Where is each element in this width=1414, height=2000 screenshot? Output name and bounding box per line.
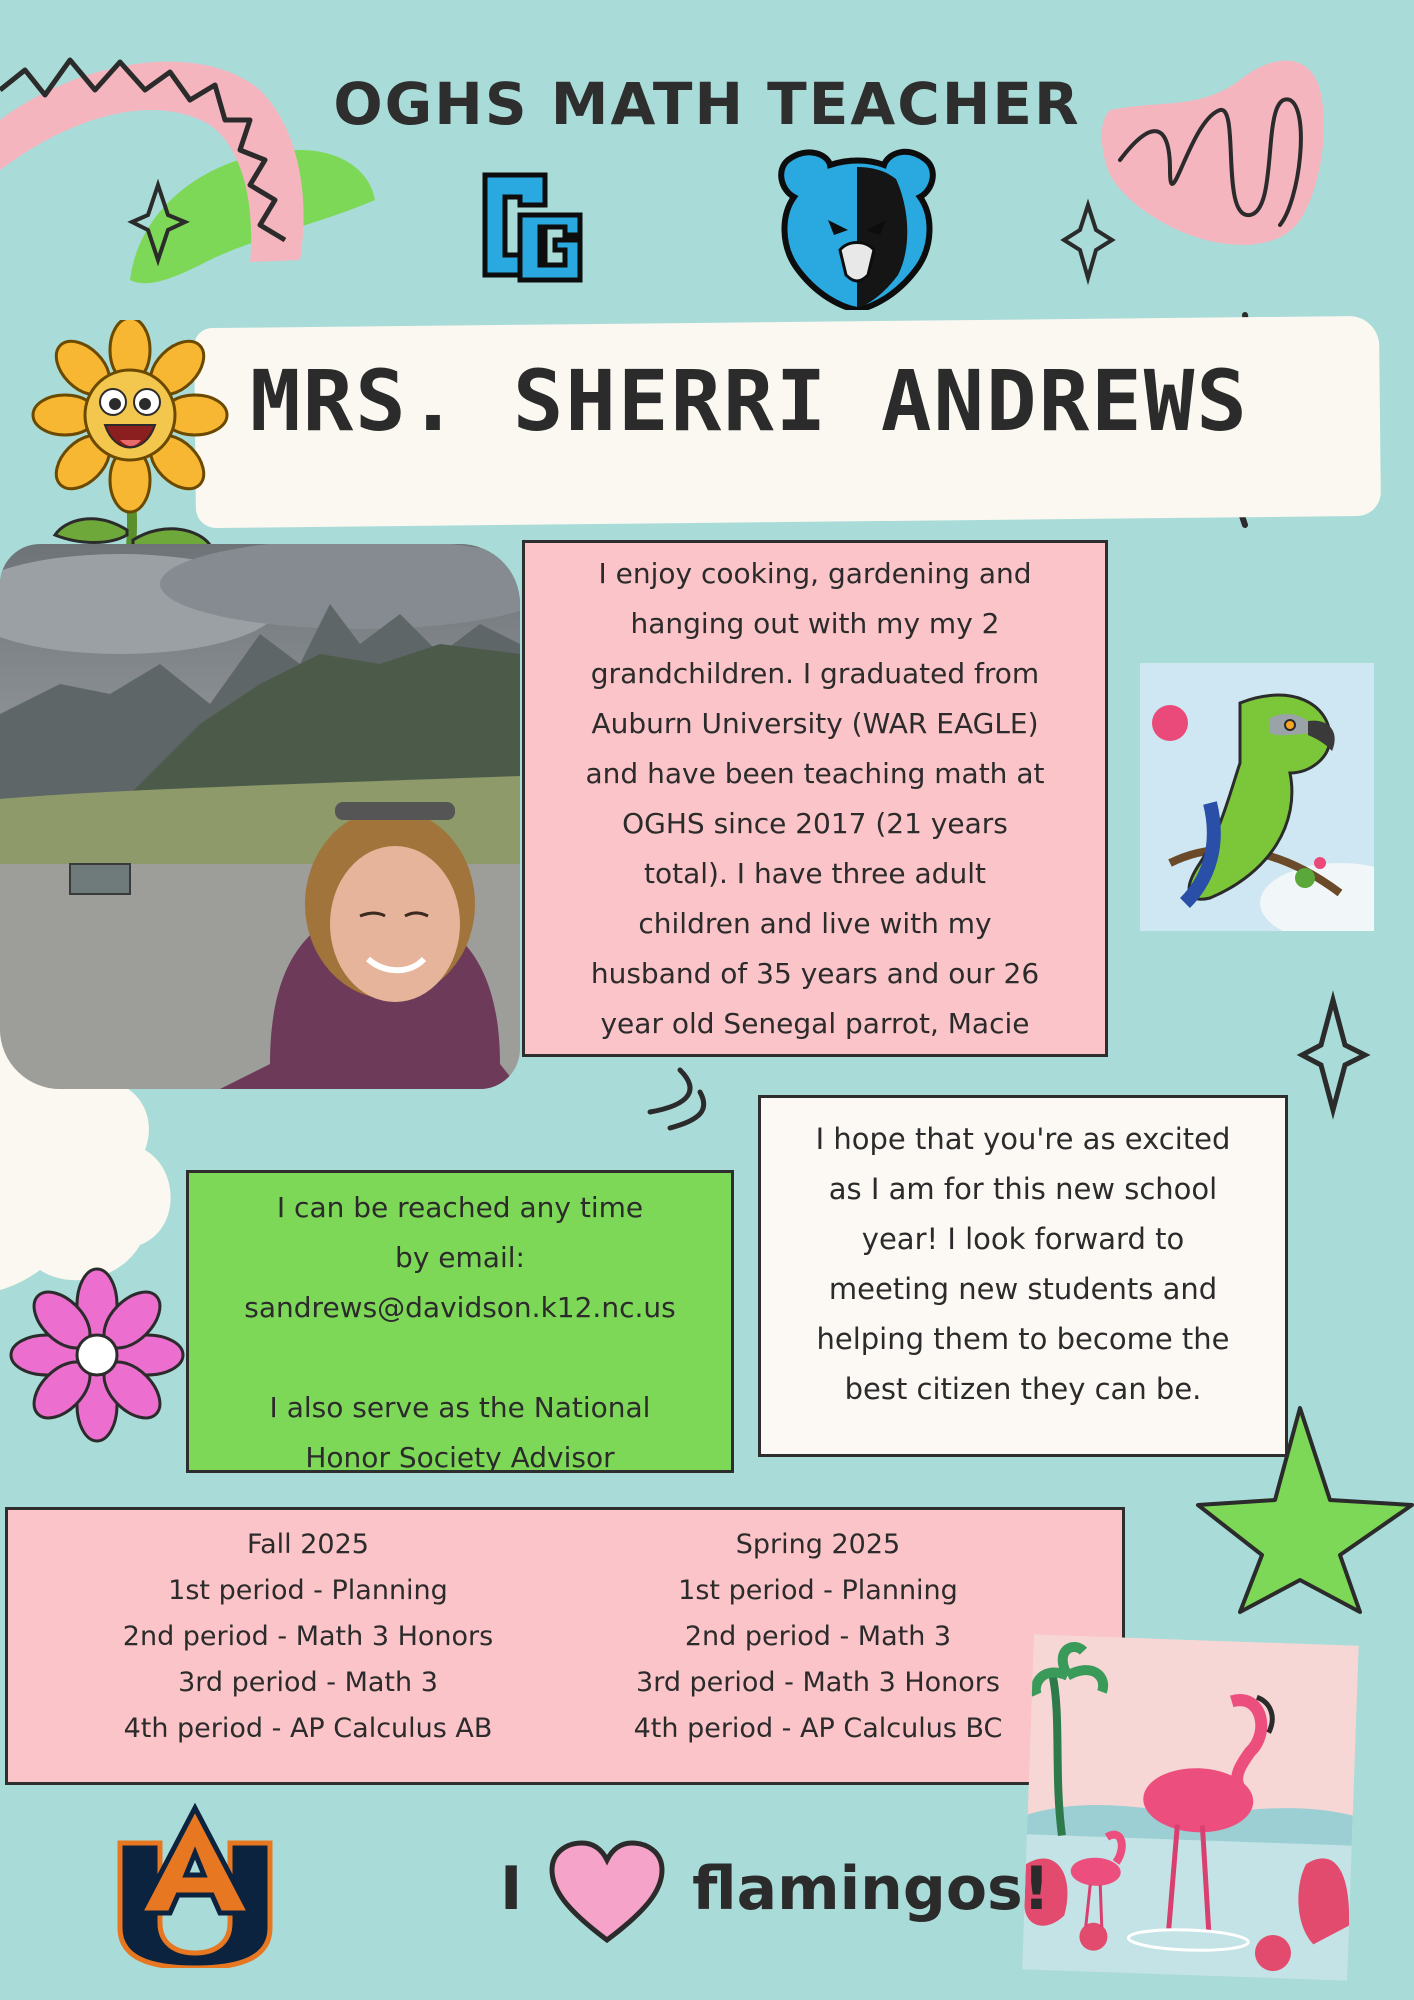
sparkle-icon bbox=[1064, 205, 1112, 278]
hope-line: year! I look forward to bbox=[861, 1222, 1185, 1256]
love-line bbox=[500, 1840, 1050, 1945]
teacher-photo bbox=[0, 544, 520, 1089]
fall-period: 4th period - AP Calculus AB bbox=[123, 1713, 493, 1744]
spring-period: 2nd period - Math 3 bbox=[684, 1621, 952, 1652]
hope-line: helping them to become the bbox=[816, 1322, 1230, 1356]
spring-period: 1st period - Planning bbox=[678, 1575, 958, 1606]
bio-box bbox=[522, 540, 1108, 1057]
contact-line bbox=[199, 1333, 721, 1383]
spring-period: 3rd period - Math 3 Honors bbox=[636, 1667, 1000, 1698]
contact-line: I also serve as the National bbox=[269, 1391, 651, 1424]
bio-line: Auburn University (WAR EAGLE) bbox=[591, 707, 1039, 740]
contact-line: by email: bbox=[395, 1241, 525, 1274]
hope-line: meeting new students and bbox=[828, 1272, 1218, 1306]
flamingo-illustration bbox=[1022, 1634, 1358, 1980]
og-logo bbox=[465, 165, 590, 290]
sparkle-icon bbox=[1302, 1000, 1365, 1110]
fall-title: Fall 2025 bbox=[247, 1529, 369, 1560]
pink-flower-icon bbox=[11, 1269, 183, 1441]
spring-title: Spring 2025 bbox=[735, 1529, 901, 1560]
bio-line: year old Senegal parrot, Macie bbox=[600, 1007, 1030, 1040]
fall-period: 3rd period - Math 3 bbox=[178, 1667, 438, 1698]
bio-line: total). I have three adult bbox=[644, 857, 986, 890]
hope-line: best citizen they can be. bbox=[844, 1372, 1202, 1406]
love-prefix: I bbox=[500, 1854, 523, 1925]
fall-period: 2nd period - Math 3 Honors bbox=[122, 1621, 494, 1652]
hope-line: as I am for this new school bbox=[828, 1172, 1218, 1206]
contact-line: I can be reached any time bbox=[276, 1191, 644, 1224]
bio-line: I enjoy cooking, gardening and bbox=[598, 557, 1032, 590]
bear-logo bbox=[768, 145, 946, 310]
bio-line: grandchildren. I graduated from bbox=[590, 657, 1040, 690]
tick-lines bbox=[650, 1070, 704, 1128]
love-suffix: flamingos! bbox=[692, 1854, 1051, 1925]
bio-line: and have been teaching math at bbox=[585, 757, 1045, 790]
schedule-box bbox=[5, 1507, 1125, 1785]
hope-box bbox=[758, 1095, 1288, 1457]
bio-line: husband of 35 years and our 26 bbox=[590, 957, 1040, 990]
teacher-name: MRS. SHERRI ANDREWS bbox=[250, 352, 1249, 450]
hope-line: I hope that you're as excited bbox=[815, 1122, 1231, 1156]
bio-line: hanging out with my my 2 bbox=[630, 607, 1000, 640]
contact-line: Honor Society Advisor bbox=[305, 1441, 615, 1474]
fall-period: 1st period - Planning bbox=[168, 1575, 448, 1606]
bio-line: children and live with my bbox=[638, 907, 992, 940]
bio-line: OGHS since 2017 (21 years bbox=[622, 807, 1008, 840]
parrot-illustration bbox=[1140, 663, 1374, 931]
heart-icon bbox=[547, 1840, 667, 1945]
contact-box bbox=[186, 1170, 734, 1473]
auburn-logo bbox=[100, 1803, 290, 1968]
header-title: OGHS MATH TEACHER bbox=[333, 70, 1081, 138]
spring-schedule bbox=[568, 1522, 1068, 1752]
contact-email[interactable]: sandrews@davidson.k12.nc.us bbox=[244, 1291, 676, 1324]
spring-period: 4th period - AP Calculus BC bbox=[633, 1713, 1003, 1744]
fall-schedule bbox=[48, 1522, 568, 1752]
